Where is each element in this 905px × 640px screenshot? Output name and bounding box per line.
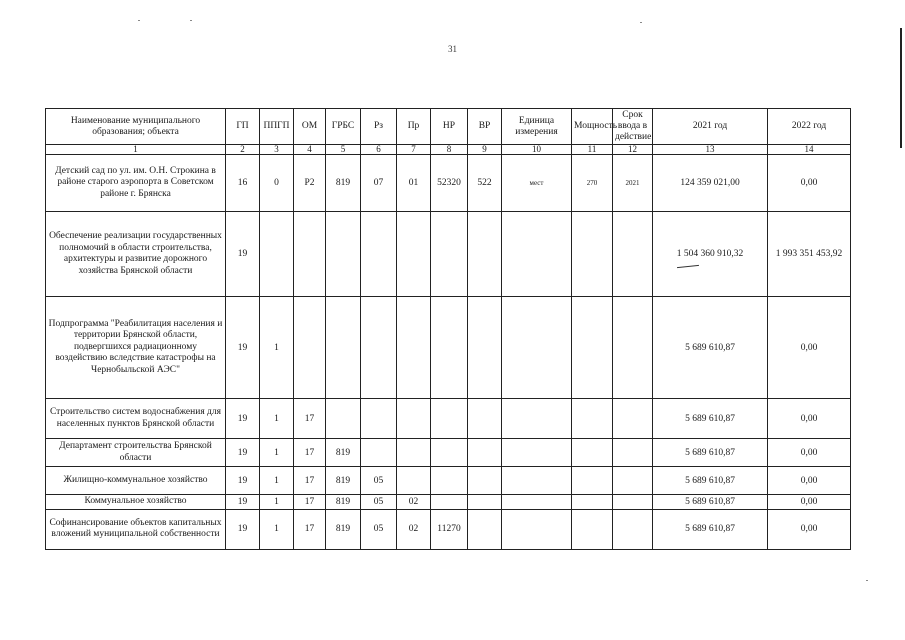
row-nr: [431, 212, 468, 297]
row-ppgp: 1: [260, 509, 294, 549]
row-ppgp: [260, 212, 294, 297]
row-ppgp: 1: [260, 467, 294, 495]
column-number-row: [46, 145, 851, 155]
row-amount-2021: 5 689 610,87: [653, 399, 768, 439]
row-pr: 02: [397, 495, 431, 510]
row-term: [613, 509, 653, 549]
row-pr: [397, 212, 431, 297]
row-power: [572, 509, 613, 549]
row-name: Детский сад по ул. им. О.Н. Строкина в районе старого аэропорта в Советском районе г. Брянска: [46, 155, 226, 212]
row-power: [572, 297, 613, 399]
row-grbs: [326, 399, 361, 439]
row-unit: [502, 399, 572, 439]
header-pr: Пр: [397, 109, 431, 145]
row-om: 17: [294, 495, 326, 510]
row-unit: [502, 509, 572, 549]
table-row: [46, 155, 851, 212]
row-nr: 11270: [431, 509, 468, 549]
row-name: Подпрограмма "Реабилитация населения и территории Брянской области, подвергшихся радиационному воздействию вследствие катастрофы на Чернобыльской АЭС": [46, 297, 226, 399]
row-rz: [361, 399, 397, 439]
row-nr: [431, 439, 468, 467]
row-gp: 19: [226, 439, 260, 467]
column-number: 5: [326, 145, 361, 155]
row-term: [613, 212, 653, 297]
row-vr: [468, 495, 502, 510]
scan-edge-line: [900, 28, 902, 148]
header-nr: НР: [431, 109, 468, 145]
row-grbs: [326, 297, 361, 399]
header-2021: 2021 год: [653, 109, 768, 145]
row-term: [613, 399, 653, 439]
header-term: Срок ввода в действие: [613, 109, 653, 145]
row-ppgp: 1: [260, 399, 294, 439]
row-gp: 16: [226, 155, 260, 212]
row-vr: [468, 439, 502, 467]
row-term: [613, 467, 653, 495]
row-unit: [502, 297, 572, 399]
row-power: [572, 467, 613, 495]
row-name: Департамент строительства Брянской области: [46, 439, 226, 467]
row-unit: [502, 467, 572, 495]
row-om: Р2: [294, 155, 326, 212]
row-amount-2022: 0,00: [768, 495, 851, 510]
row-name: Жилищно-коммунальное хозяйство: [46, 467, 226, 495]
row-nr: [431, 495, 468, 510]
table-row: [46, 495, 851, 510]
header-row: [46, 109, 851, 145]
row-grbs: [326, 212, 361, 297]
row-power: [572, 439, 613, 467]
row-amount-2021: 5 689 610,87: [653, 467, 768, 495]
row-rz: 05: [361, 495, 397, 510]
row-gp: 19: [226, 509, 260, 549]
row-unit: [502, 439, 572, 467]
row-term: 2021: [613, 155, 653, 212]
row-rz: 05: [361, 509, 397, 549]
row-rz: 05: [361, 467, 397, 495]
scan-speck: [866, 580, 868, 581]
row-term: [613, 439, 653, 467]
row-ppgp: 1: [260, 495, 294, 510]
row-ppgp: 0: [260, 155, 294, 212]
column-number: 13: [653, 145, 768, 155]
row-amount-2021: 5 689 610,87: [653, 509, 768, 549]
header-name: Наименование муниципального образования; объекта: [46, 109, 226, 145]
row-term: [613, 297, 653, 399]
row-om: 17: [294, 467, 326, 495]
row-vr: [468, 467, 502, 495]
row-vr: [468, 212, 502, 297]
scan-speck: [138, 20, 140, 21]
row-gp: 19: [226, 399, 260, 439]
row-pr: [397, 467, 431, 495]
row-name: Коммунальное хозяйство: [46, 495, 226, 510]
header-rz: Рз: [361, 109, 397, 145]
row-term: [613, 495, 653, 510]
column-number: 12: [613, 145, 653, 155]
column-number: 4: [294, 145, 326, 155]
row-amount-2022: 0,00: [768, 439, 851, 467]
row-name: Софинансирование объектов капитальных вложений муниципальной собственности: [46, 509, 226, 549]
row-amount-2021: 5 689 610,87: [653, 439, 768, 467]
row-amount-2022: 1 993 351 453,92: [768, 212, 851, 297]
column-number: 14: [768, 145, 851, 155]
row-om: [294, 212, 326, 297]
row-amount-2021: 1 504 360 910,32: [653, 212, 768, 297]
row-rz: 07: [361, 155, 397, 212]
row-grbs: 819: [326, 509, 361, 549]
row-grbs: 819: [326, 439, 361, 467]
row-rz: [361, 212, 397, 297]
column-number: 1: [46, 145, 226, 155]
column-number: 7: [397, 145, 431, 155]
row-rz: [361, 439, 397, 467]
row-om: 17: [294, 509, 326, 549]
scan-speck: [190, 20, 192, 21]
row-pr: 02: [397, 509, 431, 549]
row-grbs: 819: [326, 155, 361, 212]
row-power: [572, 212, 613, 297]
table-row: [46, 399, 851, 439]
row-pr: [397, 297, 431, 399]
row-gp: 19: [226, 495, 260, 510]
column-number: 6: [361, 145, 397, 155]
row-unit: [502, 495, 572, 510]
row-amount-2022: 0,00: [768, 509, 851, 549]
header-om: ОМ: [294, 109, 326, 145]
row-unit: мест: [502, 155, 572, 212]
header-grbs: ГРБС: [326, 109, 361, 145]
row-pr: [397, 439, 431, 467]
row-nr: [431, 467, 468, 495]
row-amount-2022: 0,00: [768, 155, 851, 212]
budget-table: [45, 108, 851, 550]
row-power: [572, 495, 613, 510]
row-nr: [431, 297, 468, 399]
header-ppgp: ППГП: [260, 109, 294, 145]
row-vr: [468, 509, 502, 549]
row-amount-2021: 124 359 021,00: [653, 155, 768, 212]
column-number: 8: [431, 145, 468, 155]
row-om: [294, 297, 326, 399]
table-row: [46, 297, 851, 399]
table-row: [46, 212, 851, 297]
header-2022: 2022 год: [768, 109, 851, 145]
column-number: 9: [468, 145, 502, 155]
scan-speck: [640, 22, 642, 23]
row-om: 17: [294, 399, 326, 439]
row-unit: [502, 212, 572, 297]
row-amount-2022: 0,00: [768, 467, 851, 495]
table-row: [46, 439, 851, 467]
table-row: [46, 467, 851, 495]
row-name: Обеспечение реализации государственных полномочий в области строительства, архитектуры и развитие дорожного хозяйства Брянской области: [46, 212, 226, 297]
row-om: 17: [294, 439, 326, 467]
row-gp: 19: [226, 467, 260, 495]
column-number: 11: [572, 145, 613, 155]
row-name: Строительство систем водоснабжения для населенных пунктов Брянской области: [46, 399, 226, 439]
row-amount-2021: 5 689 610,87: [653, 297, 768, 399]
row-rz: [361, 297, 397, 399]
row-vr: 522: [468, 155, 502, 212]
row-gp: 19: [226, 297, 260, 399]
row-pr: 01: [397, 155, 431, 212]
header-vr: ВР: [468, 109, 502, 145]
row-ppgp: 1: [260, 439, 294, 467]
column-number: 10: [502, 145, 572, 155]
header-gp: ГП: [226, 109, 260, 145]
column-number: 2: [226, 145, 260, 155]
row-vr: [468, 399, 502, 439]
table-row: [46, 509, 851, 549]
row-pr: [397, 399, 431, 439]
row-amount-2021: 5 689 610,87: [653, 495, 768, 510]
row-grbs: 819: [326, 467, 361, 495]
column-number: 3: [260, 145, 294, 155]
row-amount-2022: 0,00: [768, 399, 851, 439]
header-unit: Единица измерения: [502, 109, 572, 145]
row-nr: [431, 399, 468, 439]
page-number: 31: [448, 44, 457, 54]
row-amount-2022: 0,00: [768, 297, 851, 399]
row-grbs: 819: [326, 495, 361, 510]
row-ppgp: 1: [260, 297, 294, 399]
row-power: 270: [572, 155, 613, 212]
row-gp: 19: [226, 212, 260, 297]
row-vr: [468, 297, 502, 399]
row-nr: 52320: [431, 155, 468, 212]
row-power: [572, 399, 613, 439]
header-power: Мощность: [572, 109, 613, 145]
